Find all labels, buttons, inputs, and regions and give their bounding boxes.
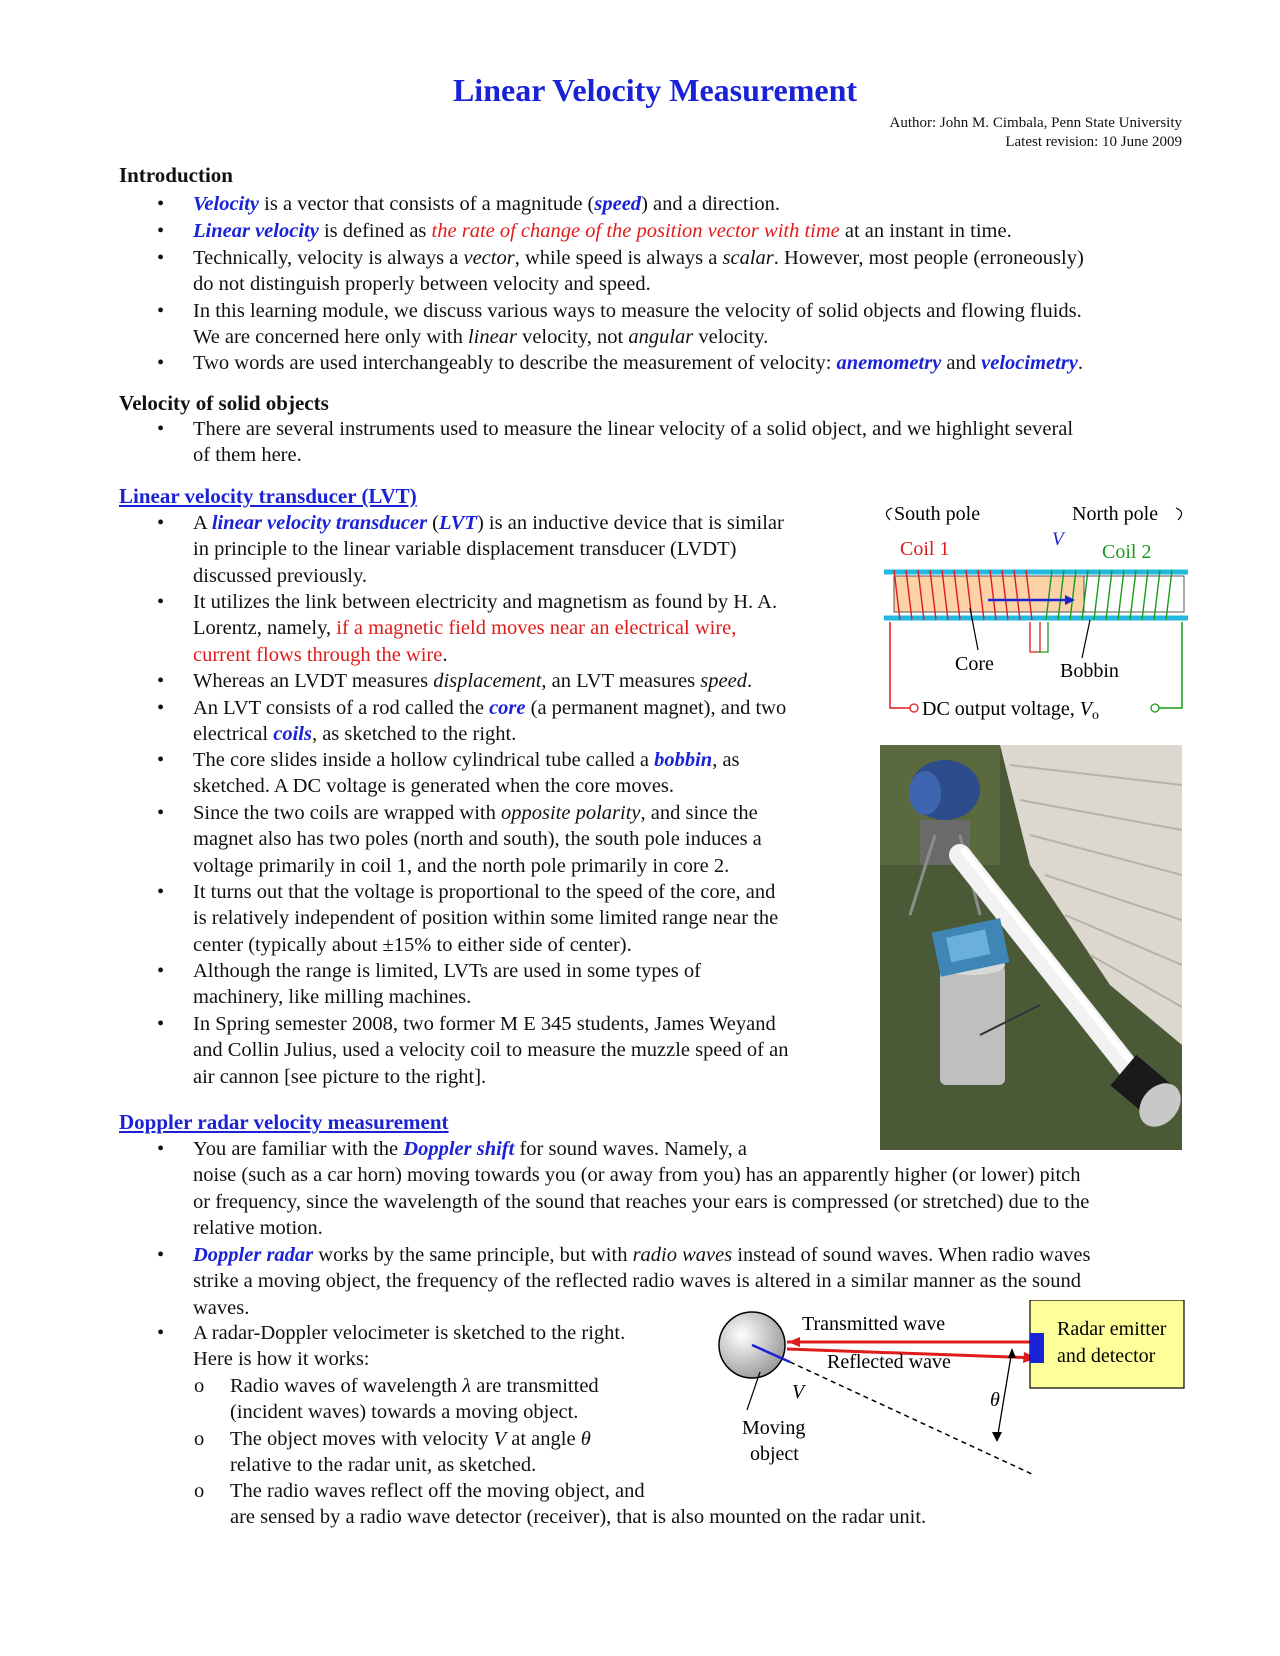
list-item: • There are several instruments used to measure the linear velocity of a solid object, and we highlight several of them here. [193, 416, 1073, 469]
page-title: Linear Velocity Measurement [452, 72, 858, 108]
velocity-label: V [1052, 529, 1064, 550]
core-label: Core [955, 653, 994, 675]
doppler-radar-diagram [712, 1300, 1192, 1490]
list-item: • An LVT consists of a rod called the core (a permanent magnet), and two electrical coils, as sketched to the right. [193, 695, 786, 748]
list-item: • The core slides inside a hollow cylindrical tube called a bobbin, as sketched. A DC voltage is generated when the core moves. [193, 747, 740, 800]
revision-line: Latest revision: 10 June 2009 [1005, 134, 1182, 150]
transmitted-wave-label: Transmitted wave [802, 1313, 946, 1335]
velocity-label: V [792, 1381, 805, 1403]
author-line: Author: John M. Cimbala, Penn State University [889, 115, 1182, 131]
list-item: • It utilizes the link between electricity and magnetism as found by H. A. Lorentz, namely, if a magnetic field moves near an electrical wire, current flows through the wire. [193, 589, 777, 668]
list-item: • Technically, velocity is always a vector, while speed is always a scalar. However, most people (erroneously) do not distinguish properly between velocity and speed. [193, 245, 1084, 298]
section-heading-introduction: Introduction [119, 163, 233, 187]
coil1-label: Coil 1 [900, 538, 950, 560]
list-item: • In this learning module, we discuss various ways to measure the velocity of solid objects and flowing fluids. We are concerned here only with linear velocity, not angular velocity. [193, 298, 1082, 351]
sub-list-item: o Radio waves of wavelength λ are transmitted (incident waves) towards a moving object. [230, 1373, 599, 1426]
air-cannon-photo [880, 745, 1182, 1150]
list-item: • You are familiar with the Doppler shift for sound waves. Namely, a noise (such as a car horn) moving towards you (or away from you) has an apparently higher (or lower) pitch or frequency, since the wavelength of the sound that reaches your ears is compressed (or stretched) due to the relative motion. [193, 1136, 1089, 1242]
section-heading-solid-objects: Velocity of solid objects [119, 391, 329, 415]
list-item: • In Spring semester 2008, two former M E 345 students, James Weyand and Collin Julius, used a velocity coil to measure the muzzle speed of an air cannon [see picture to the right]. [193, 1011, 788, 1090]
reflected-wave-label: Reflected wave [827, 1351, 951, 1373]
list-item: • Since the two coils are wrapped with opposite polarity, and since the magnet also has two poles (north and south), the south pole induces a voltage primarily in coil 1, and the north pole primarily in core 2. [193, 800, 762, 879]
list-item: • Linear velocity is defined as the rate of change of the position vector with time at an instant in time. [193, 218, 1012, 244]
section-heading-doppler[interactable]: Doppler radar velocity measurement [119, 1110, 449, 1134]
lvt-diagram [870, 500, 1200, 730]
coil2-label: Coil 2 [1102, 541, 1152, 563]
radar-detector-label: and detector [1057, 1345, 1156, 1367]
sub-list-item: o The object moves with velocity V at angle θ relative to the radar unit, as sketched. [230, 1426, 591, 1479]
section-heading-lvt[interactable]: Linear velocity transducer (LVT) [119, 484, 417, 508]
list-item: • A radar-Doppler velocimeter is sketched to the right. Here is how it works: [193, 1320, 625, 1373]
list-item: • Doppler radar works by the same principle, but with radio waves instead of sound waves. When radio waves strike a moving object, the frequency of the reflected radio waves is altered in a similar manner as the sound waves. [193, 1242, 1091, 1321]
theta-label: θ [990, 1389, 1000, 1411]
list-item: • Velocity is a vector that consists of a magnitude (speed) and a direction. [193, 191, 780, 217]
dc-output-label: DC output voltage, $V_o$ [922, 698, 1099, 723]
bobbin-label: Bobbin [1060, 660, 1119, 682]
south-pole-label: South pole [894, 503, 981, 525]
list-item: • Two words are used interchangeably to describe the measurement of velocity: anemometry and velocimetry. [193, 350, 1083, 376]
sub-list-item: o The radio waves reflect off the moving object, and are sensed by a radio wave detector (receiver), that is also mounted on the radar unit. [230, 1478, 926, 1531]
north-pole-label: North pole [1072, 503, 1159, 525]
moving-object-label-1: Moving [742, 1417, 806, 1439]
list-item: • A linear velocity transducer (LVT) is an inductive device that is similar in principle to the linear variable displacement transducer (LVDT) discussed previously. [193, 510, 784, 589]
list-item: • Although the range is limited, LVTs are used in some types of machinery, like milling machines. [193, 958, 701, 1011]
list-item: • Whereas an LVDT measures displacement, an LVT measures speed. [193, 668, 752, 694]
radar-emitter-label: Radar emitter [1057, 1318, 1167, 1340]
list-item: • It turns out that the voltage is proportional to the speed of the core, and is relatively independent of position within some limited range near the center (typically about ±15% to either side of center). [193, 879, 778, 958]
moving-object-label-2: object [750, 1443, 799, 1465]
